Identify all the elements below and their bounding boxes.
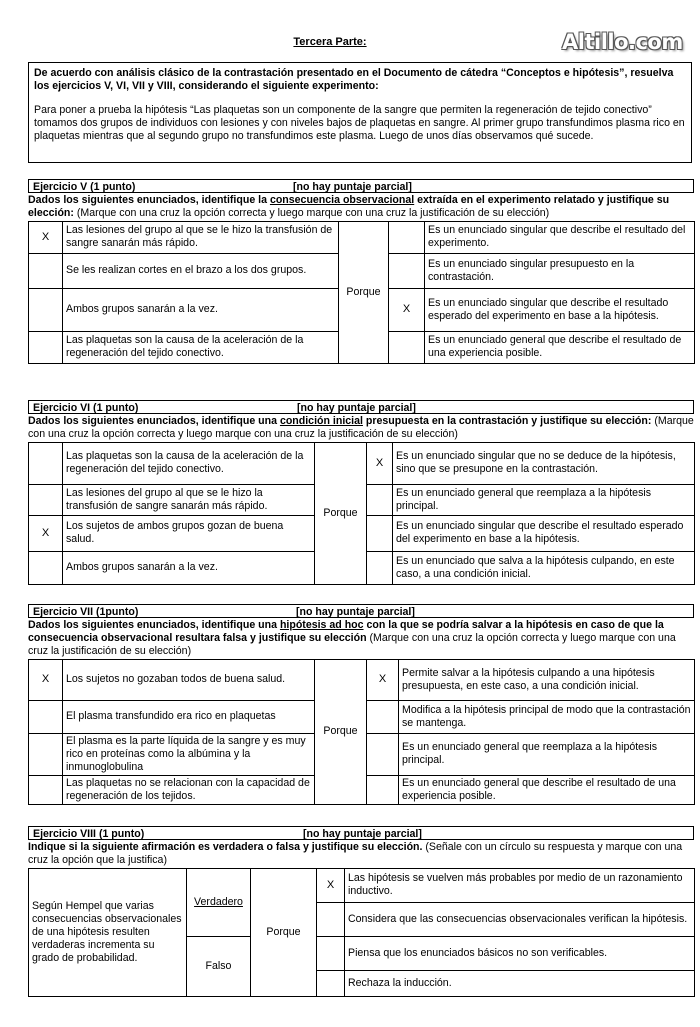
exercise-8-partial: [no hay puntaje parcial] [303,828,422,840]
exercise-5-instructions: Dados los siguientes enunciados, identifique la consecuencia observacional extraída en el experimento relatado y justifique su elección: (Marque con una cruz la opción correcta y luego marque con una cruz la justificación de su elección) [28,194,670,219]
justification-mark[interactable] [367,700,399,733]
justification-mark[interactable] [367,733,399,775]
porque-label: Porque [251,868,317,996]
exercise-6-partial: [no hay puntaje parcial] [297,402,416,414]
option-mark[interactable] [29,253,63,288]
justification-text: Es un enunciado general que describe el resultado de una experiencia posible. [399,775,695,804]
option-text: Se les realizan cortes en el brazo a los dos grupos. [63,253,339,288]
justification-text: Rechaza la inducción. [345,970,695,996]
exercise-6-header [28,400,694,414]
exercise-5 [28,179,694,364]
intro-box [28,62,692,163]
exercise-7-header [28,604,694,618]
justification-mark[interactable] [367,551,393,584]
justification-mark[interactable] [317,936,345,970]
option-mark[interactable] [29,331,63,363]
justification-mark[interactable] [317,970,345,996]
false-option[interactable]: Falso [187,936,251,996]
justification-mark[interactable] [367,775,399,804]
justification-mark[interactable] [317,902,345,936]
page-title: Tercera Parte: [293,36,367,48]
justification-text: Es un enunciado singular que describe el resultado del experimento. [425,221,695,253]
intro-instructions: De acuerdo con análisis clásico de la contrastación presentado en el Documento de cátedra “Conceptos e hipótesis”, resuelva los ejercicios V, VI, VII y VIII, considerando el siguiente experimento: [34,67,674,92]
site-logo: Altillo.com [562,30,683,54]
table-row [29,221,695,253]
exercise-5-partial: [no hay puntaje parcial] [293,181,412,193]
justification-text: Piensa que los enunciados básicos no son verificables. [345,936,695,970]
exercise-7-partial: [no hay puntaje parcial] [296,606,415,618]
exercise-6-title: Ejercicio VI (1 punto) [33,402,139,414]
table-row [29,442,695,484]
exercise-7 [28,604,694,805]
option-mark[interactable]: X [29,515,63,551]
exercise-8-table [28,868,695,997]
justification-text: Es un enunciado general que describe el resultado de una experiencia posible. [425,331,695,363]
justification-mark[interactable] [367,515,393,551]
exercise-5-table [28,221,695,364]
exercise-6-instructions: Dados los siguientes enunciados, identifique una condición inicial presupuesta en la contrastación y justifique su elección: (Marque con una cruz la opción correcta y luego marque con una cruz la justificación de su elección) [28,415,694,440]
exercise-7-instructions: Dados los siguientes enunciados, identifique una hipótesis ad hoc con la que se podría salvar a la hipótesis en caso de que la consecuencia observacional resultara falsa y justifique su elección (Marque con una cruz la opción correcta y luego marque con una cruz la justificación de su elección) [28,619,676,657]
justification-mark[interactable]: X [367,659,399,700]
justification-mark[interactable] [367,484,393,515]
intro-experiment: Para poner a prueba la hipótesis “Las plaquetas son un componente de la sangre que permiten la regeneración de tejido conectivo” tomamos dos grupos de individuos con lesiones y con niveles bajos de plaquetas en sangre. Al primer grupo transfundimos plasma rico en plaquetas mientras que al segundo grupo no transfundimos este plasma. Luego de unos días observamos qué sucede. [34,103,685,142]
true-option[interactable]: Verdadero [187,868,251,936]
justification-text: Es un enunciado singular que no se deduce de la hipótesis, sino que se presupone en la contrastación. [393,442,695,484]
exercise-8-title: Ejercicio VIII (1 punto) [33,828,145,840]
justification-mark[interactable]: X [389,288,425,331]
table-row [29,659,695,700]
option-mark[interactable] [29,733,63,775]
justification-text: Modifica a la hipótesis principal de modo que la contrastación se mantenga. [399,700,695,733]
option-text: Las lesiones del grupo al que se le hizo la transfusión de sangre sanarán más rápido. [63,484,315,515]
option-text: Las plaquetas no se relacionan con la capacidad de regeneración de los tejidos. [63,775,315,804]
option-mark[interactable] [29,700,63,733]
option-mark[interactable] [29,551,63,584]
option-text: Las plaquetas son la causa de la aceleración de la regeneración del tejido conectivo. [63,331,339,363]
justification-text: Es un enunciado que salva a la hipótesis culpando, en este caso, a una condición inicial. [393,551,695,584]
justification-text: Es un enunciado singular que describe el resultado esperado del experimento en base a la hipótesis. [393,515,695,551]
option-mark[interactable] [29,775,63,804]
exercise-7-title: Ejercicio VII (1punto) [33,606,139,618]
justification-mark[interactable] [389,221,425,253]
justification-mark[interactable] [389,331,425,363]
justification-mark[interactable] [389,253,425,288]
option-mark[interactable] [29,484,63,515]
statement-text: Según Hempel que varias consecuencias observacionales de una hipótesis resulten verdaderas incrementa su grado de probabilidad. [29,868,187,996]
justification-text: Es un enunciado general que reemplaza a la hipótesis principal. [399,733,695,775]
exercise-8-header [28,826,694,840]
justification-text: Considera que las consecuencias observacionales verifican la hipótesis. [345,902,695,936]
justification-text: Permite salvar a la hipótesis culpando a una hipótesis presupuesta, en este caso, a una condición inicial. [399,659,695,700]
exercise-6 [28,400,694,585]
justification-text: Es un enunciado singular presupuesto en la contrastación. [425,253,695,288]
porque-label: Porque [315,442,367,584]
option-text: Los sujetos no gozaban todos de buena salud. [63,659,315,700]
exercise-5-title: Ejercicio V (1 punto) [33,181,136,193]
justification-mark[interactable]: X [367,442,393,484]
justification-text: Es un enunciado general que reemplaza a la hipótesis principal. [393,484,695,515]
porque-label: Porque [339,221,389,363]
porque-label: Porque [315,659,367,804]
option-text: Ambos grupos sanarán a la vez. [63,551,315,584]
justification-mark[interactable]: X [317,868,345,902]
option-mark[interactable] [29,442,63,484]
justification-text: Las hipótesis se vuelven más probables por medio de un razonamiento inductivo. [345,868,695,902]
exercise-6-table [28,442,695,585]
option-text: Los sujetos de ambos grupos gozan de buena salud. [63,515,315,551]
option-mark[interactable] [29,288,63,331]
exercise-5-header [28,179,694,193]
table-row [29,868,695,902]
option-text: Las plaquetas son la causa de la aceleración de la regeneración del tejido conectivo. [63,442,315,484]
option-text: El plasma es la parte líquida de la sangre y es muy rico en proteínas como la albúmina y la inmunoglobulina [63,733,315,775]
option-text: Las lesiones del grupo al que se le hizo la transfusión de sangre sanarán más rápido. [63,221,339,253]
exercise-8-instructions: Indique si la siguiente afirmación es verdadera o falsa y justifique su elección. (Señale con un círculo su respuesta y marque con una cruz la opción que la justifica) [28,841,683,866]
option-text: Ambos grupos sanarán a la vez. [63,288,339,331]
option-text: El plasma transfundido era rico en plaquetas [63,700,315,733]
exercise-7-table [28,659,695,805]
option-mark[interactable]: X [29,659,63,700]
justification-text: Es un enunciado singular que describe el resultado esperado del experimento en base a la hipótesis. [425,288,695,331]
exercise-8 [28,826,694,997]
option-mark[interactable]: X [29,221,63,253]
